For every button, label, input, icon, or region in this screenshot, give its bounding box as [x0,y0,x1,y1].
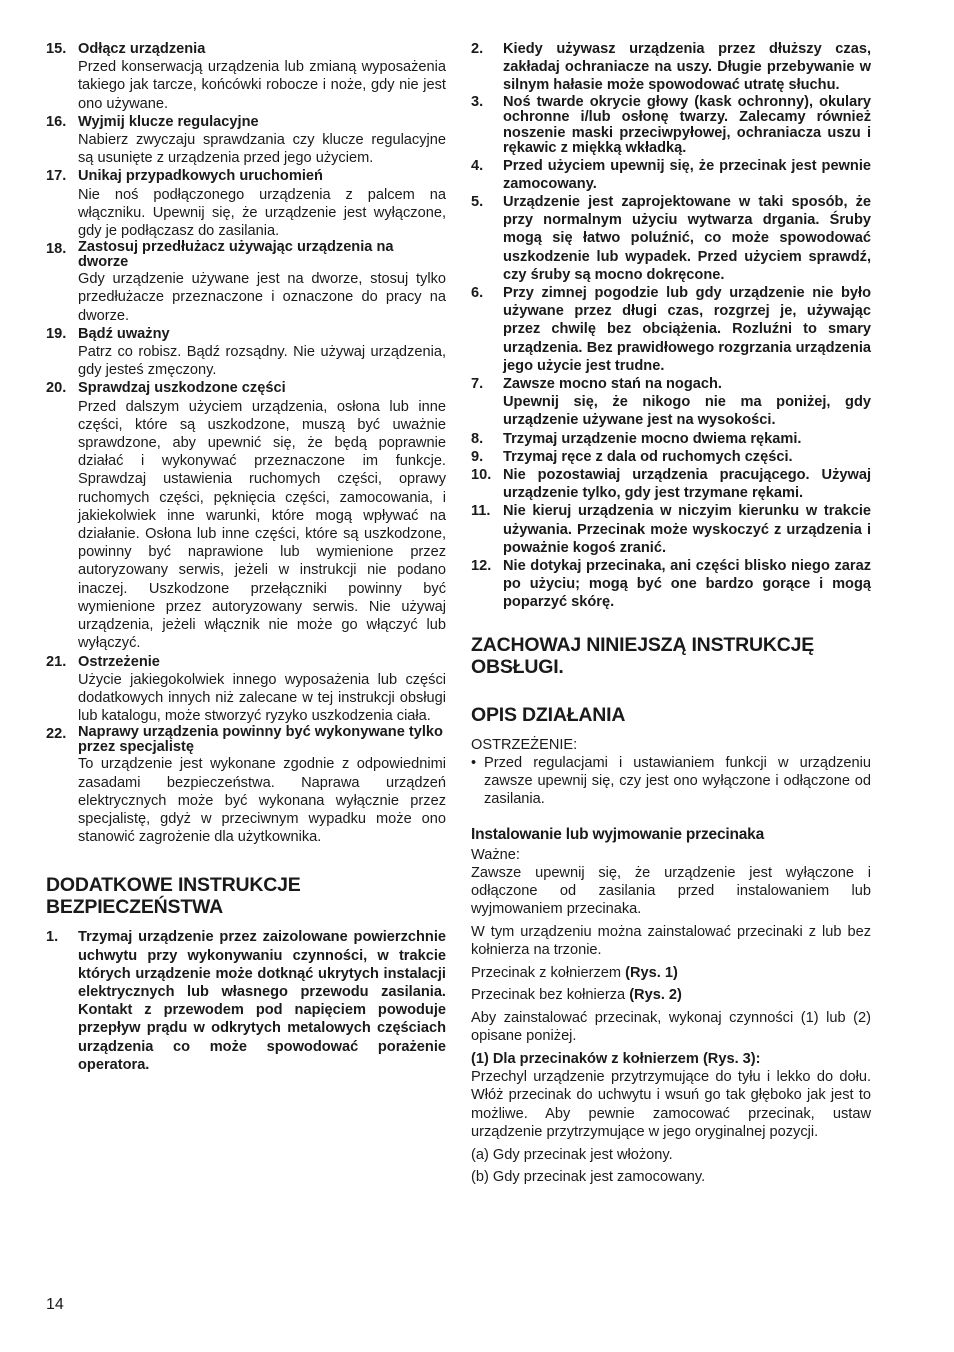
opis-heading: OPIS DZIAŁANIA [471,703,626,726]
item-text: Trzymaj ręce z dala od ruchomych części. [503,448,793,465]
item-body: Gdy urządzenie używane jest na dworze, stosuj tylko przedłużacze przeznaczone i oznaczone do pracy na dworze. [78,271,446,324]
additional-safety-item [471,502,871,557]
item-text: Przy zimnej pogodzie lub gdy urządzenie nie było używane przez długi czas, rozgrzej je, używając przez chwilę bez obciążenia. Rozluźni to smary urządzenia. Bez prawidłowego rozgrzania urządzenia jego użycie jest trudne. [503,285,871,374]
right-column [471,40,871,1186]
item-number: 10. [471,467,492,484]
flange-text: Przecinak z kołnierzem [471,964,626,981]
item-number: 11. [471,503,491,520]
item-number: 6. [471,285,484,302]
safety-item [46,725,446,846]
additional-safety-item [471,430,871,448]
bullet-icon: • [471,754,477,771]
item-title: Ostrzeżenie [78,653,160,670]
important-label: Ważne: [471,846,520,863]
item-body: Patrz co robisz. Bądź rozsądny. Nie używaj urządzenia, gdy jesteś zmęczony. [78,344,446,379]
additional-safety-item [471,40,871,95]
item-number: 20. [46,380,67,397]
item-body: Nie noś podłączonego urządzenia z palcem na włączniku. Upewnij się, że urządzenie jest wyłączone, gdy je podłączasz do zasilania. [78,186,446,240]
item-body: Nabierz zwyczaju sprawdzania czy klucze regulacyjne są usunięte z urządzenia przed jego użyciem. [78,132,446,167]
item-number: 3. [471,93,484,110]
sub1-heading: (1) Dla przecinaków z kołnierzem (Rys. 3): [471,1051,761,1068]
note-b: (b) Gdy przecinak jest zamocowany. [471,1169,706,1186]
item-number: 8. [471,430,484,447]
item-body: Użycie jakiegokolwiek innego wyposażenia lub części dodatkowych innych niż zalecane w tej instrukcji obsługi lub katalogu, może stworzyć ryzyko uszkodzenia ciała. [78,671,446,725]
additional-safety-item [471,375,871,430]
item-number: 21. [46,653,67,670]
item-title: Zastosuj przedłużacz używając urządzenia na dworze [78,239,394,271]
item-number: 22. [46,726,67,743]
steps-text: Aby zainstalować przecinak, wykonaj czynności (1) lub (2) opisane poniżej. [471,1010,871,1045]
item-title: Unikaj przypadkowych uruchomień [78,168,323,185]
safety-item [46,325,446,380]
noflange-line [471,986,871,1004]
flange-ref: (Rys. 1) [625,964,678,981]
additional-safety-list-left [46,928,446,1074]
additional-safety-item [471,193,871,284]
warning-bullet [471,754,871,809]
item-body: Przed dalszym użyciem urządzenia, osłona lub inne części, które są uszkodzone, muszą być uważnie sprawdzone, aby upewnić się, że będą poprawnie działać i wykonywać przeznaczone im funkcje. Sprawdzaj ustawienia ruchomych części, oprawy ruchomych części, pęknięcia części, zamocowania, i jakiekolwiek inne warunki, które mogą wpływać na działanie. Osłona lub inne części, które są uszkodzone, powinny być naprawione lub wymienione przez autoryzowany serwis, jeżeli w instrukcji nie podano inaczej. Uszkodzone przełączniki powinny być wymienione przez autoryzowany serwis. Nie używaj urządzenia, jeżeli włącznik nie może go włączyć lub wyłączyć. [78,398,446,652]
safety-item [46,240,446,325]
additional-safety-item [471,557,871,612]
safety-item [46,40,446,113]
left-column [46,40,446,1074]
item-number: 7. [471,376,484,393]
item-text: Przed użyciem upewnij się, że przecinak jest pewnie zamocowany. [503,157,871,192]
item-text: Kiedy używasz urządzenia przez dłuższy czas, zakładaj ochraniacze na uszy. Długie przebywanie w silnym hałasie może spowodować utratę słuchu. [503,41,871,94]
item-number: 18. [46,241,67,258]
item-number: 19. [46,325,67,342]
safety-item [46,653,446,726]
item-text: Trzymaj urządzenie mocno dwiema rękami. [503,430,802,447]
flange-line [471,964,871,982]
item-text: Nie dotykaj przecinaka, ani części blisko niego zaraz po użyciu; mogą być one bardzo gorące i mogą poparzyć skórę. [503,558,871,611]
item-number: 16. [46,113,67,130]
item-text: Nie pozostawiaj urządzenia pracującego. Używaj urządzenie tylko, gdy jest trzymane rękami. [503,467,871,502]
noflange-text: Przecinak bez kołnierza [471,987,630,1004]
additional-safety-item [471,466,871,502]
safety-item [46,379,446,652]
item-title: Odłącz urządzenia [78,41,206,57]
warning-label: OSTRZEŻENIE: [471,736,578,753]
item-text: Zawsze mocno stań na nogach. [503,376,722,393]
item-number: 2. [471,41,484,57]
item-title: Naprawy urządzenia powinny być wykonywane tylko przez specjalistę [78,724,443,756]
types-text: W tym urządzeniu można zainstalować przecinaki z lub bez kołnierza na trzonie. [471,923,871,959]
item-number: 17. [46,168,67,185]
note-a: (a) Gdy przecinak jest włożony. [471,1146,673,1163]
item-title: Sprawdzaj uszkodzone części [78,380,286,397]
warning-bullet-text: Przed regulacjami i ustawianiem funkcji w urządzeniu zawsze upewnij się, czy jest ono wyłączone i odłączone od zasilania. [484,754,871,808]
additional-safety-item [471,284,871,375]
item-text: Noś twarde okrycie głowy (kask ochronny), okulary ochronne i/lub osłonę twarzy. Zalecamy również noszenie maski przeciwpyłowej, ochraniacza uszu i rękawic z miękką wkładką. [503,93,871,157]
item-number: 12. [471,558,492,575]
additional-safety-item [46,928,446,1074]
item-number: 9. [471,448,484,465]
sub1-text: Przechyl urządzenie przytrzymujące do tyłu i lekko do dołu. Włóż przecinak do uchwytu i wsuń go tak głęboko jak jest to możliwe. Aby pewnie zamocować przecinak, ustaw urządzenie przytrzymujące w jego oryginalnej pozycji. [471,1069,871,1140]
install-heading: Instalowanie lub wyjmowanie przecinaka [471,825,765,843]
additional-safety-item [471,95,871,157]
item-text: Nie kieruj urządzenia w niczyim kierunku w trakcie używania. Przecinak może wyskoczyć z urządzenia i poważnie kogoś zranić. [503,503,871,556]
item-title: Bądź uważny [78,325,170,342]
item-body: To urządzenie jest wykonane zgodnie z odpowiednimi zasadami bezpieczeństwa. Naprawa urządzeń elektrycznych może być wykonana wyłącznie przez specjalistę, gdyż w przeciwnym wypadku może ono stanowić zagrożenie dla użytkownika. [78,756,446,846]
page-number: 14 [46,1296,64,1313]
additional-safety-heading: DODATKOWE INSTRUKCJE BEZPIECZEŃSTWA [46,874,301,919]
noflange-ref: (Rys. 2) [629,987,682,1004]
additional-safety-list-right [471,40,871,612]
item-text-2: Upewnij się, że nikogo nie ma poniżej, gdy urządzenie używane jest na wysokości. [503,394,871,429]
additional-safety-item [471,448,871,466]
item-text: Urządzenie jest zaprojektowane w taki sposób, że przy normalnym użyciu wytwarza drgania. Śruby mogą się łatwo poluźnić, co może spowodować uszkodzenie lub wypadek. Przed użyciem sprawdź, czy śruby są mocno dokręcone. [503,194,871,283]
item-body: Przed konserwacją urządzenia lub zmianą wyposażenia takiego jak tarcze, końcówki robocze i noże, gdy nie jest ono używane. [78,59,446,112]
item-number: 4. [471,157,484,174]
item-number: 1. [46,929,59,946]
item-number: 5. [471,194,484,211]
general-safety-list [46,40,446,846]
item-text: Trzymaj urządzenie przez zaizolowane powierzchnie uchwytu przy wykonywaniu czynności, w trakcie których urządzenie może dotknąć ukrytych instalacji elektrycznych lub własnego przewodu zasilania. Kontakt z przewodem pod napięciem powoduje przepływ prądu w odkrytych metalowych częściach urządzenia co może spowodować porażenie operatora. [78,929,446,1073]
item-number: 15. [46,41,67,57]
additional-safety-item [471,157,871,193]
safety-item [46,113,446,168]
safety-item [46,167,446,240]
item-title: Wyjmij klucze regulacyjne [78,113,259,130]
keep-instructions-heading: ZACHOWAJ NINIEJSZĄ INSTRUKCJĘ OBSŁUGI. [471,633,815,678]
important-text: Zawsze upewnij się, że urządzenie jest wyłączone i odłączone od zasilania przed instalowaniem lub wyjmowaniem przecinaka. [471,864,871,918]
